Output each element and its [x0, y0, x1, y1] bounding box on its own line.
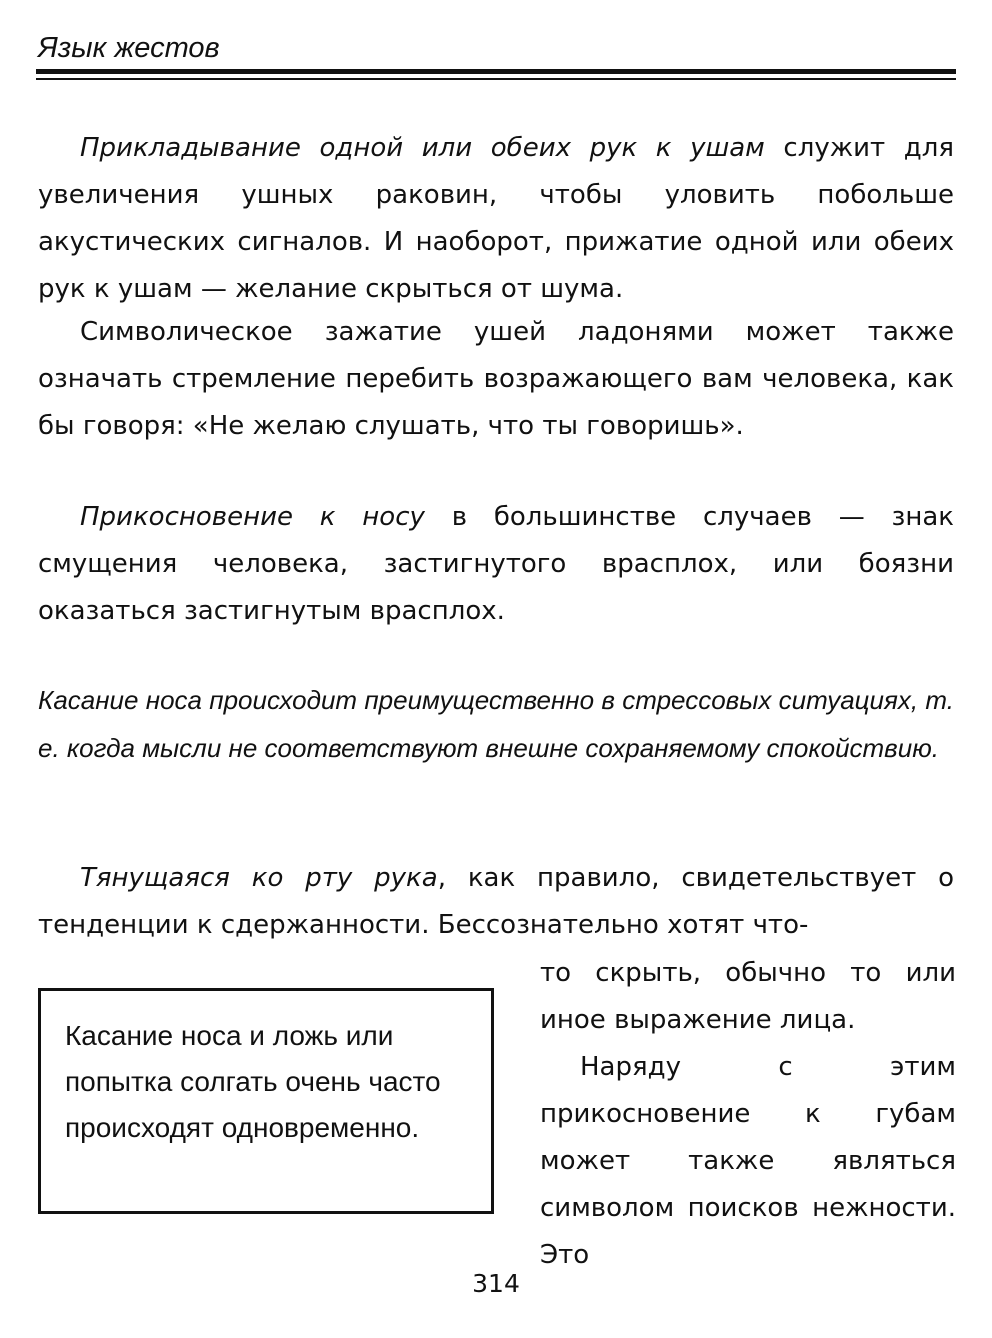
paragraph-ears: [38, 125, 954, 313]
paragraph-hand-to-mouth: [38, 855, 954, 949]
paragraph-covering-ears: Символическое зажатие ушей ладонями может также означать стремление перебить возражающего вам человека, как бы говоря: «Не желаю слушать, что ты говоришь».: [38, 317, 954, 441]
term-hand-to-mouth: Тянущаяся ко рту рука: [80, 863, 438, 893]
sidebar-box: [38, 988, 494, 1214]
running-title: Язык жестов: [38, 32, 220, 64]
paragraph-lips: Наряду с этим прикосновение к губам может также являться символом поисков нежности. Это: [540, 1052, 956, 1270]
header-rule-thick: [36, 69, 956, 74]
term-ears: Прикладывание одной или обеих рук к ушам: [80, 133, 765, 163]
sidebar-box-text: Касание носа и ложь или попытка солгать очень часто происходят одновременно.: [65, 1020, 441, 1143]
callout-nose-stress: Касание носа происходит преимущественно в стрессовых ситуациях, т. е. когда мысли не соответствуют внешне сохраняемому спокойствию.: [38, 685, 954, 763]
paragraph-ears-text: служит для увеличения ушных раковин, чтобы уловить побольше акустических сигналов. И наоборот, прижатие одной или обеих рук к ушам — желание скрыться от шума.: [38, 133, 955, 304]
paragraph-nose-text: в большинстве случаев — знак смущения человека, застигнутого врасплох, или боязни оказаться застигнутым врасплох.: [38, 502, 954, 626]
header-rule-thin: [36, 78, 956, 80]
paragraph-hand-to-mouth-text: , как правило, свидетельствует о тенденции к сдержанности. Бессознательно хотят что-: [38, 863, 955, 940]
page-number: 314: [472, 1269, 520, 1298]
term-nose: Прикосновение к носу: [80, 502, 425, 532]
paragraph-hide-expression: то скрыть, обычно то или иное выражение лица.: [540, 958, 956, 1035]
paragraph-nose: [38, 494, 954, 635]
